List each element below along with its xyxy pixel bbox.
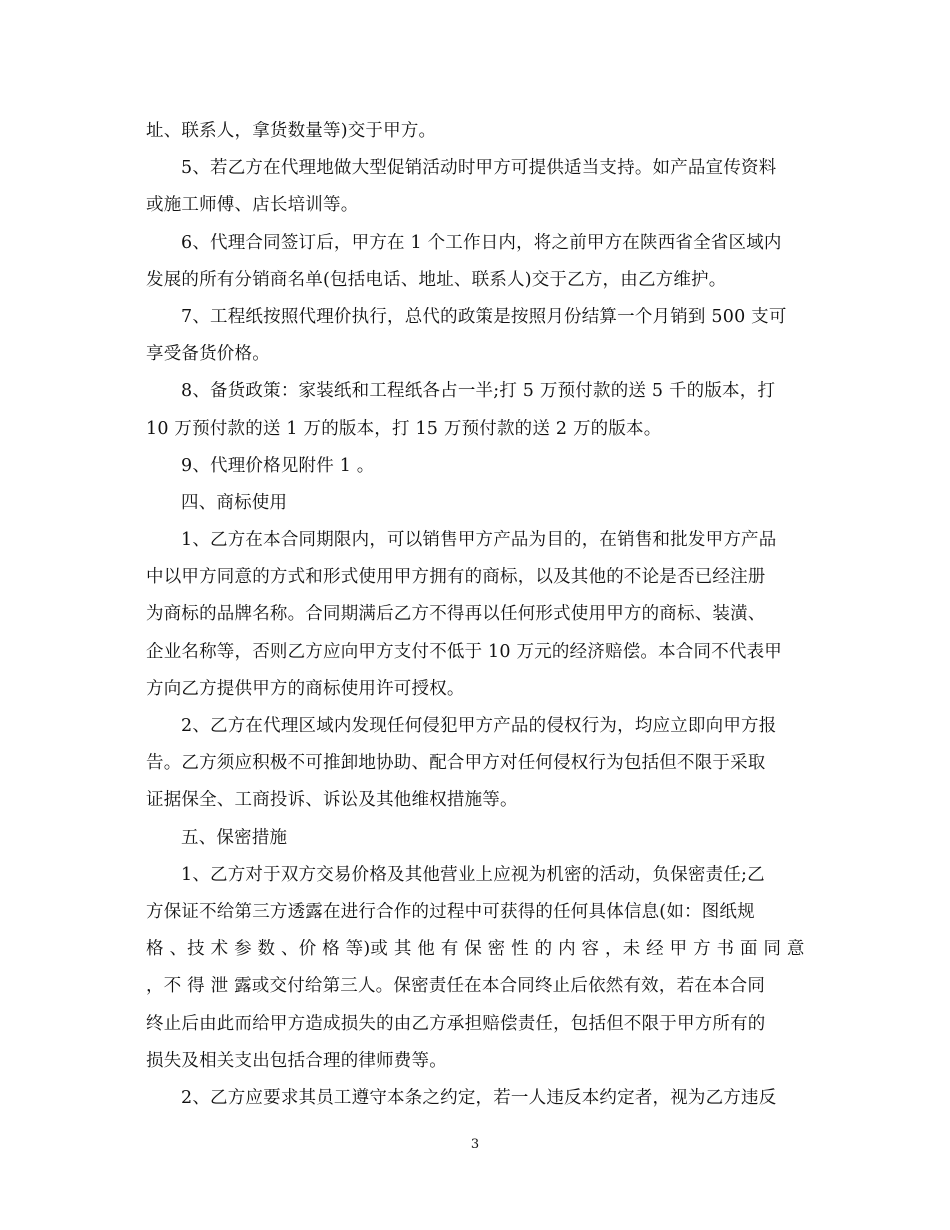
text-line: 格 、技 术 参 数 、价 格 等)或 其 他 有 保 密 性 的 内 容 ，未 经 甲 方 书 面 同 意	[146, 939, 805, 960]
text-line: 为商标的品牌名称。合同期满后乙方不得再以任何形式使用甲方的商标、装潢、	[146, 604, 766, 625]
confidentiality-clause-1: 1、乙方对于双方交易价格及其他营业上应视为机密的活动，负保密责任;乙	[181, 864, 765, 885]
clause-8: 8、备货政策：家装纸和工程纸各占一半;打 5 万预付款的送 5 千的版本，打	[181, 381, 776, 402]
clause-7: 7、工程纸按照代理价执行，总代的政策是按照月份结算一个月销到 500 支可	[181, 306, 787, 327]
clause-9: 9、代理价格见附件 1 。	[181, 455, 375, 476]
section-heading-confidentiality: 五、保密措施	[181, 827, 288, 848]
clause-5: 5、若乙方在代理地做大型促销活动时甲方可提供适当支持。如产品宣传资料	[181, 158, 777, 179]
text-line: 方保证不给第三方透露在进行合作的过程中可获得的任何具体信息(如：图纸规	[146, 901, 755, 922]
text-line: 证据保全、工商投诉、诉讼及其他维权措施等。	[146, 790, 518, 811]
text-line: 址、联系人，拿货数量等)交于甲方。	[146, 121, 437, 141]
text-line: 损失及相关支出包括合理的律师费等。	[146, 1050, 447, 1071]
trademark-clause-2: 2、乙方在代理区域内发现任何侵犯甲方产品的侵权行为，均应立即向甲方报	[181, 716, 777, 736]
text-line: 告。乙方须应积极不可推卸地协助、配合甲方对任何侵权行为包括但不限于采取	[146, 753, 766, 774]
document-body	[146, 113, 806, 1117]
section-heading-trademark: 四、商标使用	[181, 492, 288, 513]
text-line: 或施工师傅、店长培训等。	[146, 195, 359, 216]
confidentiality-clause-2: 2、乙方应要求其员工遵守本条之约定，若一人违反本约定者，视为乙方违反	[181, 1087, 777, 1108]
text-line: 中以甲方同意的方式和形式使用甲方拥有的商标，以及其他的不论是否已经注册	[146, 567, 766, 588]
text-line: ，不 得 泄 露或交付给第三人。保密责任在本合同终止后依然有效，若在本合同	[146, 976, 766, 997]
text-line: 企业名称等，否则乙方应向甲方支付不低于 10 万元的经济赔偿。本合同不代表甲	[146, 641, 782, 662]
text-line: 发展的所有分销商名单(包括电话、地址、联系人)交于乙方，由乙方维护。	[146, 269, 727, 290]
clause-6: 6、代理合同签订后，甲方在 1 个工作日内，将之前甲方在陕西省全省区域内	[181, 232, 782, 253]
text-line: 享受备货价格。	[146, 344, 270, 365]
text-line: 方向乙方提供甲方的商标使用许可授权。	[146, 678, 465, 699]
text-line: 终止后由此而给甲方造成损失的由乙方承担赔偿责任，包括但不限于甲方所有的	[146, 1013, 766, 1034]
page-number: 3	[470, 1137, 480, 1152]
text-line: 10 万预付款的送 1 万的版本，打 15 万预付款的送 2 万的版本。	[146, 418, 662, 439]
trademark-clause-1: 1、乙方在本合同期限内，可以销售甲方产品为目的，在销售和批发甲方产品	[181, 530, 777, 551]
